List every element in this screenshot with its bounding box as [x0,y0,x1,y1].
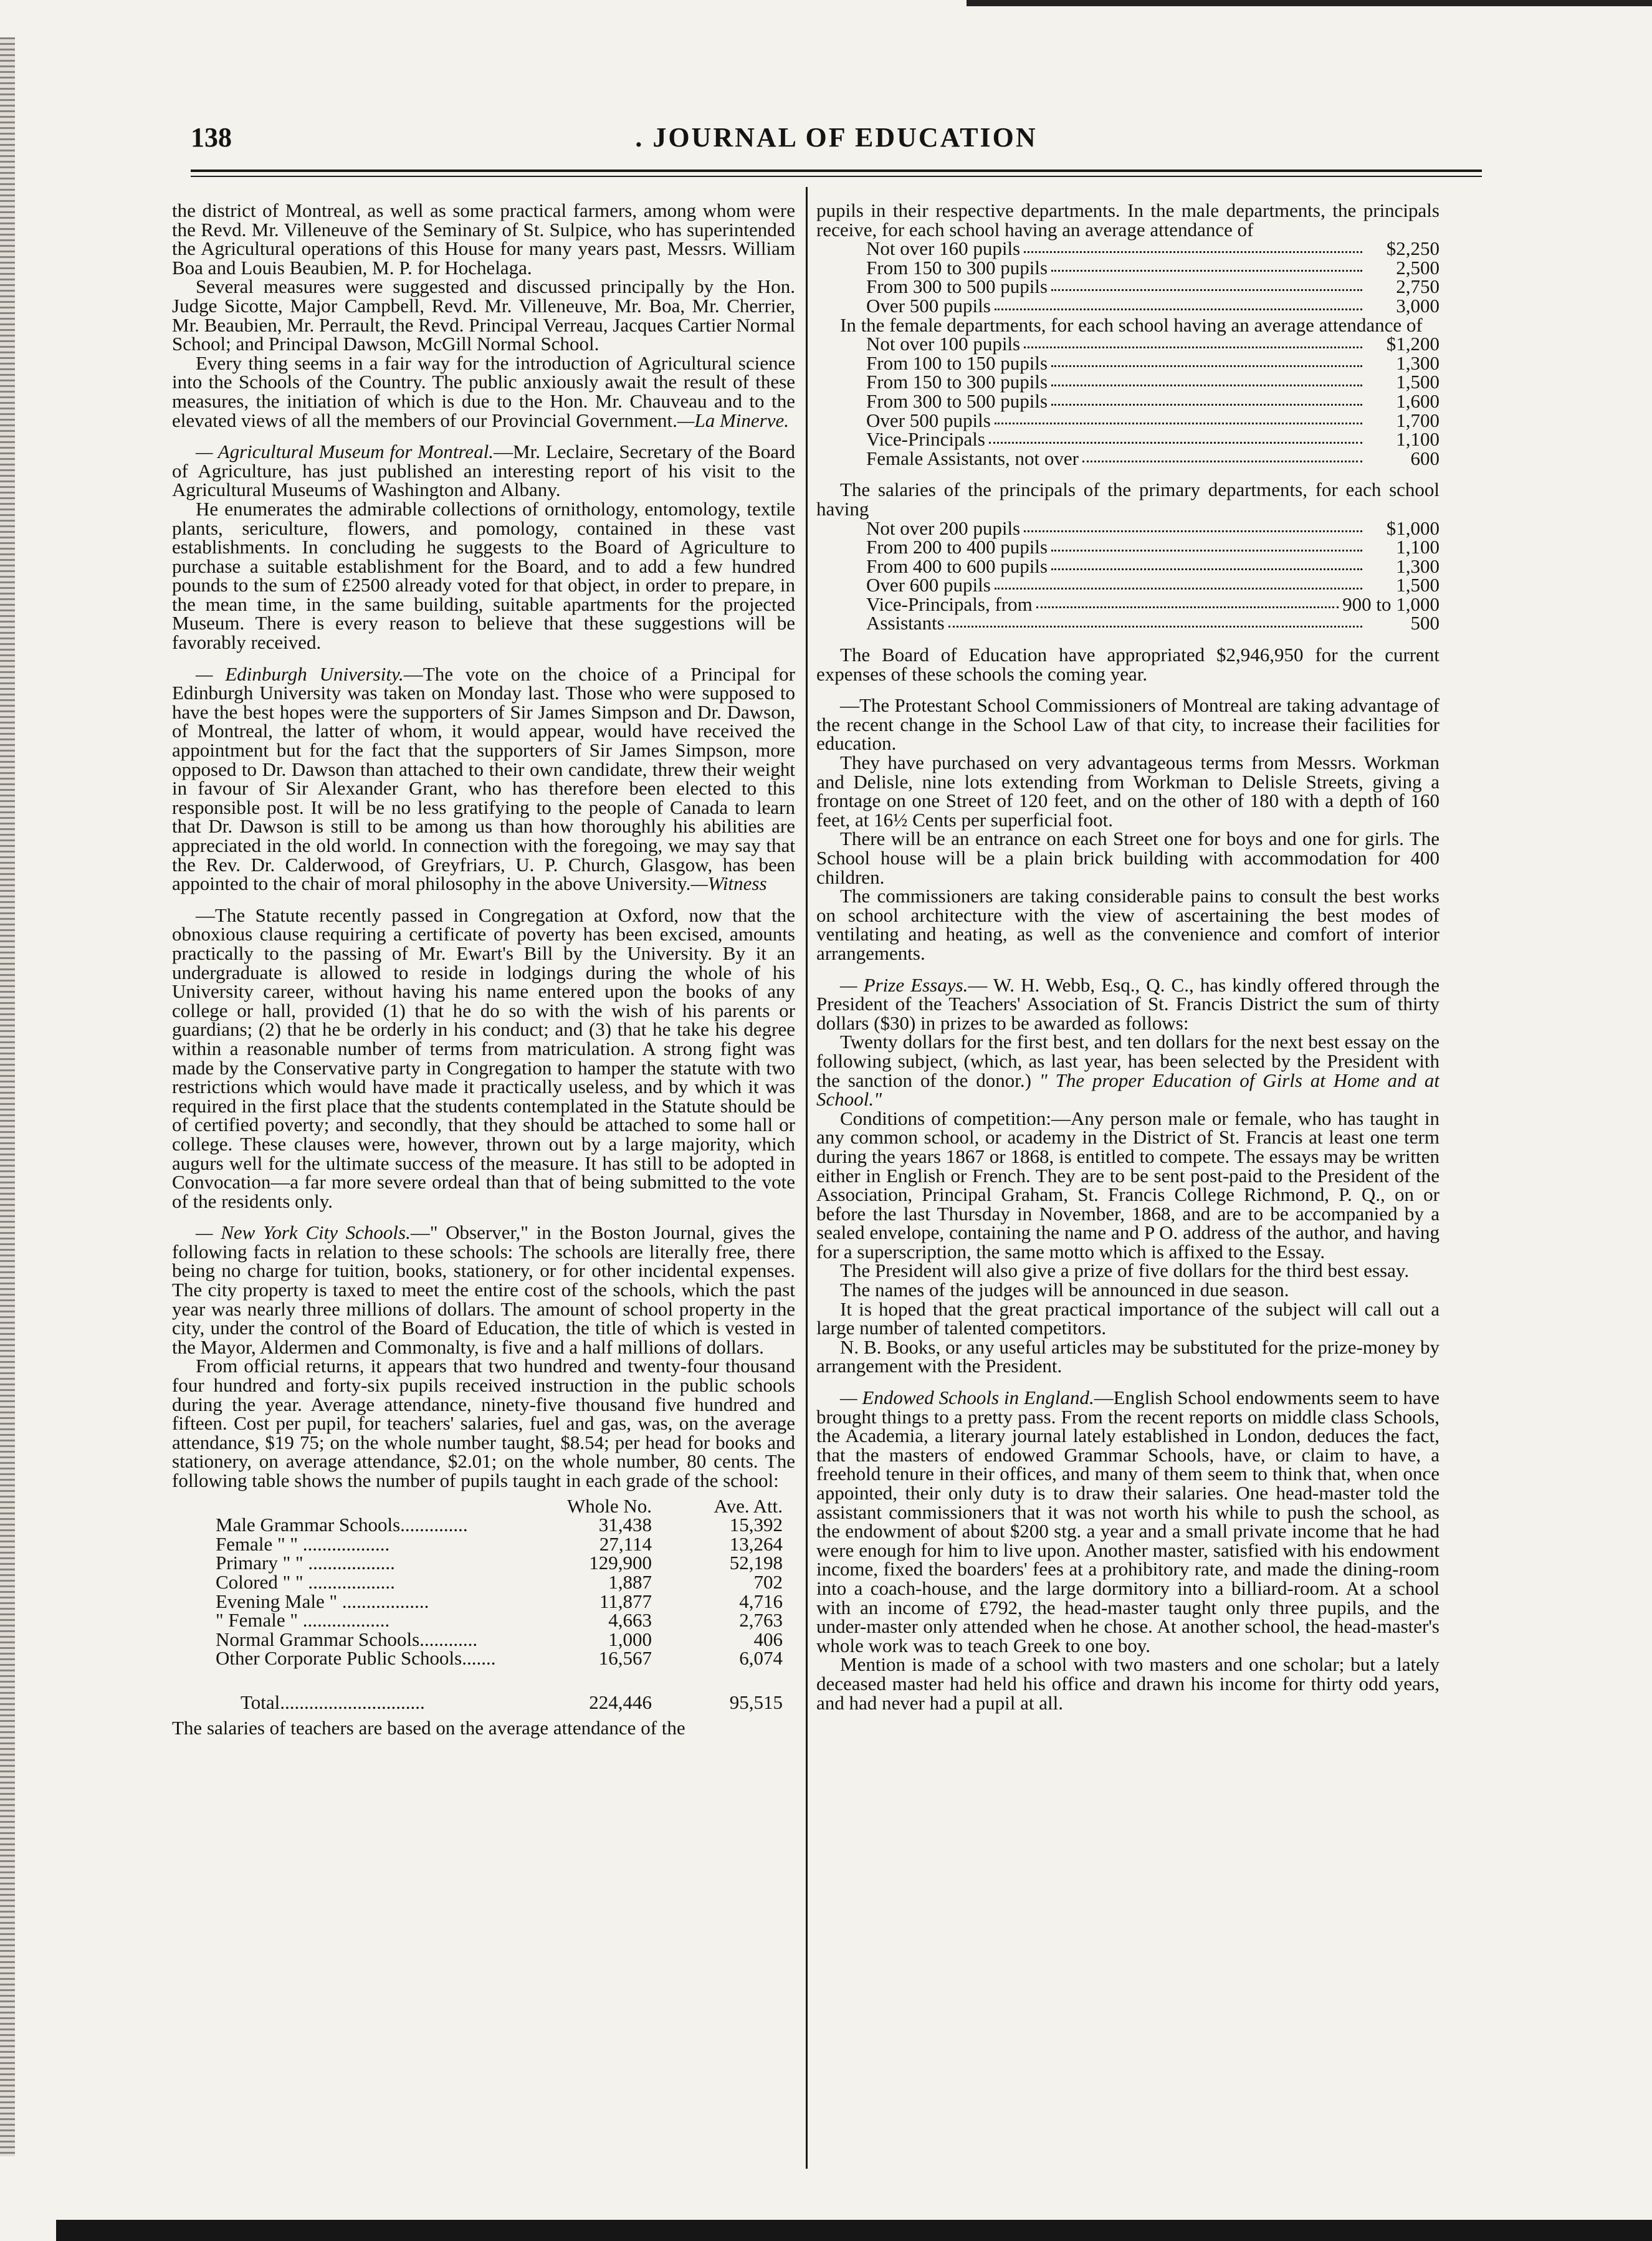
leader-dots [989,430,1362,444]
fee-value: 1,100 [1396,428,1440,451]
paragraph: The salaries of the principals of the primary departments, for each school having [816,479,1440,520]
table-cell: Normal Grammar Schools............ [216,1628,478,1650]
article-text: — W. H. Webb, Esq., Q. C., has kindly offered through the President of the Teachers' Association of St. Francis District the sum of thirty dollars ($30) in prizes to be awarded as follows: [816,973,1440,1034]
table-cell: Male Grammar Schools.............. [216,1514,468,1536]
fee-label: From 300 to 500 pupils [866,389,1048,412]
leader-dots [1036,595,1339,609]
table-cell: 15,392 [729,1514,783,1536]
fee-label: From 400 to 600 pupils [866,555,1048,577]
fee-value: 3,000 [1396,294,1440,317]
table-row [216,1554,783,1573]
fee-value: 1,600 [1396,389,1440,412]
fee-value: 1,100 [1396,536,1440,558]
table-total-row [216,1668,783,1713]
table-header-row [216,1497,783,1516]
fee-row [866,449,1440,469]
article-text: —" Observer," in the Boston Journal, gives the following facts in relation to these schools: The schools are literally free, there being no charge for tuition, books, stationery, or for other incidental expenses. The city property is taxed to meet the entire cost of the schools, which the past year was nearly three millions of dollars. The amount of school property in the city, under the control of the Board of Education, the title of which is vested in the Mayor, Aldermen and Commonalty, is five and a half millions of dollars. [172,1221,795,1358]
fee-value: 2,500 [1396,256,1440,279]
table-cell: 2,763 [739,1609,783,1632]
fee-label: Vice-Principals, from [866,593,1033,615]
paragraph: The Board of Education have appropriated $2,946,950 for the current expenses of these schools the coming year. [816,644,1440,685]
table-cell: 52,198 [729,1552,783,1574]
leader-dots [1051,277,1362,291]
fee-label: Over 500 pupils [866,294,991,317]
paragraph [172,351,795,431]
table-cell: Evening Male " .................. [216,1590,429,1612]
right-column [816,201,1440,2196]
fee-value: 1,500 [1396,371,1440,393]
fee-row [866,351,1440,374]
fee-label: From 300 to 500 pupils [866,275,1048,298]
fee-label: Assistants [866,612,945,634]
paragraph-text: Every thing seems in a fair way for the introduction of Agricultural science into the Schools of the Country. The public anxiously await the result of these measures, the initiation of which is due to the Hon. Mr. Chauveau and to the elevated views of all the members of our Provincial Government. [172,351,795,431]
source-credit: —La Minerve. [677,409,790,431]
fee-row [866,519,1440,538]
table-cell: 13,264 [729,1532,783,1555]
leader-dots [1051,557,1362,571]
leader-dots [1051,354,1362,368]
pupils-table [216,1494,783,1713]
fee-list-primary [866,519,1440,634]
table-cell: 406 [753,1628,783,1650]
left-column [172,201,795,2196]
leader-dots [1051,538,1362,552]
leader-dots [995,297,1362,310]
fee-label: Female Assistants, not over [866,447,1079,469]
fee-label: Over 600 pupils [866,574,991,596]
paragraph: From official returns, it appears that two hundred and twenty-four thousand four hundred and forty-six pupils received instruction in the public schools during the year. Average attendance, ninety-five thousand five hundred and fifteen. Cost per pupil, for teachers' salaries, fuel and gas, was, on the average attendance, $19 75; on the whole number taught, $8.54; per head for books and stationery, on average attendance, $2.01; on the whole number, 80 cents. The following table shows the number of pupils taught in each grade of the school: [172,1355,795,1491]
table-cell: Total.............................. [241,1691,425,1713]
fee-list-male [866,239,1440,315]
leader-dots [1051,373,1362,386]
article-prize-essays [816,973,1440,1034]
binding-edge [0,37,15,2156]
paragraph: Mention is made of a school with two masters and one scholar; but a lately deceased master had held his office and drawn his income for thirty odd years, and had never had a pupil at all. [816,1653,1440,1714]
table-cell: 11,877 [599,1590,652,1612]
journal-title: . JOURNAL OF EDUCATION [635,122,1038,153]
leader-dots [1024,239,1362,253]
table-row [216,1516,783,1535]
fee-row [866,294,1440,317]
column-divider [806,187,808,2169]
table-cell: 27,114 [599,1532,652,1555]
article-oxford-statute: —The Statute recently passed in Congregation at Oxford, now that the obnoxious clause requiring a certificate of poverty has been excised, amounts practically to the passing of Mr. Ewart's Bill by the University. By it an undergraduate is allowed to reside in lodgings during the whole of his University career, without having his name entered upon the books of any college or hall, provided (1) that he do so with the wish of his parents or guardians; (2) that he be orderly in his conduct; and (3) that he take his degree within a reasonable number of terms from matriculation. A strong fight was made by the Conservative party in Congregation to hamper the statute with two restrictions which would have made it practically useless, and by which it was required in the first place that the students contemplated in the Statute should be of certified poverty; and secondly, that they should be attached to some hall or college. These clauses were, however, thrown out by a large majority, which augurs well for the ultimate success of the measure. It has still to be adopted in Convocation—a far more severe ordeal than that of being submitted to the vote of the residents only. [172,904,795,1212]
fee-label: Not over 160 pupils [866,237,1021,260]
leader-dots [1024,519,1362,533]
fee-row [866,373,1440,392]
paragraph: Conditions of competition:—Any person male or female, who has taught in any common school, or academy in the District of St. Francis at least one term during the years 1867 or 1868, is entitled to compete. The essays may be written either in English or French. They are to be sent post-paid to the President of the Association, Principal Graham, St. Francis College Richmond, P. Q., on or before the last Thursday in November, 1868, and are to be accompanied by a sealed envelope, containing the name and P O. address of the author, and having for a superscription, the same motto which is affixed to the Essay. [816,1107,1440,1263]
article-text: —English School endowments seem to have brought things to a pretty pass. From the recent reports on middle class Schools, the Academia, a literary journal lately established in London, deduces the fact, that the masters of endowed Grammar Schools, have, or claim to have, a freehold tenure in their offices, and many of them seem to think that, when once appointed, their only duty is to draw their salaries. One head-master told the assistant commissioners that it was not worth his while to push the school, as the endowment of about $200 stg. a year and a small private income that he had were enough for him to live upon. Another master, satisfied with his endowment income, fixed the boarders' fees at a prohibitory rate, and made the dining-room into a coach-house, and the large dormitory into a billiard-room. At a school with an income of £792, the head-master taught only three pupils, and the under-master only attended when he chose. At another school, the head-master's whole work was to teach Greek to one boy. [816,1387,1440,1656]
paragraph: They have purchased on very advantageous terms from Messrs. Workman and Delisle, nine lots extending from Workman to Delisle Streets, giving a frontage on one Street of 120 feet, and on the other of 180 with a depth of 160 feet, at 16½ Cents per superficial foot. [816,752,1440,831]
page-number: 138 [191,122,232,153]
paragraph: In the female departments, for each school having an average attendance of [840,313,1423,336]
article-heading: — Prize Essays. [840,973,968,996]
paragraph: He enumerates the admirable collections of ornithology, entomology, textile plants, sericulture, flowers, and pomology, contained in these vast establishments. In concluding he suggests to the Board of Agriculture to purchase a suitable establishment for the Board, and to add a few hundred pounds to the sum of £2500 already voted for that object, in order to prepare, in the mean time, in the same building, suitable apartments for the projected Museum. There is every reason to believe that these suggestions will be favorably received. [172,497,795,654]
fee-value: $1,200 [1386,333,1440,355]
fee-row [866,389,1440,412]
table-cell: 6,074 [739,1647,783,1670]
table-cell: Primary " " .................. [216,1552,395,1574]
fee-label: From 150 to 300 pupils [866,371,1048,393]
paragraph: The salaries of teachers are based on the average attendance of the [172,1716,685,1739]
article-heading: — Agricultural Museum for Montreal. [196,441,494,463]
fee-row [866,614,1440,633]
article-edinburgh-university [172,662,795,895]
article-text: —Mr. Leclaire, Secretary of the Board of Agriculture, has just published an interesting report of his visit to the Agricultural Museums of Washington and Albany. [172,441,795,501]
leader-dots [1051,392,1362,406]
article-protestant-commissioners: —The Protestant School Commissioners of Montreal are taking advantage of the recent change in the School Law of that city, to increase their facilities for education. [816,694,1440,755]
paragraph: There will be an entrance on each Street one for boys and one for girls. The School house will be a plain brick building with accommodation for 400 children. [816,828,1440,888]
fee-list-female [866,335,1440,468]
table-row [216,1592,783,1612]
table-cell: 1,887 [608,1570,652,1593]
table-cell: 129,900 [589,1552,652,1574]
fee-value: 1,300 [1396,351,1440,374]
fee-value: $2,250 [1386,237,1440,260]
table-header-cell: Whole No. [566,1494,652,1517]
fee-row [866,557,1440,576]
paragraph: The commissioners are taking considerable pains to consult the best works on school architecture with the view of ascertaining the best modes of ventilating and heating, as well as the convenience and comfort of interior arrangements. [816,885,1440,964]
paragraph: It is hoped that the great practical importance of the subject will call out a large number of talented competitors. [816,1297,1440,1339]
table-cell: 224,446 [589,1691,652,1713]
article-heading: — Endowed Schools in England. [840,1387,1094,1409]
bottom-edge-bar [56,2220,1652,2241]
table-cell: 702 [753,1570,783,1593]
paragraph: Several measures were suggested and discussed principally by the Hon. Judge Sicotte, Major Campbell, Revd. Mr. Villeneuve, Mr. Boa, Mr. Cherrier, Mr. Beaubien, Mr. Perrault, the Revd. Principal Verreau, Jacques Cartier Normal School; and Principal Dawson, McGill Normal School. [172,275,795,355]
fee-row [866,576,1440,595]
header-rule-top [191,170,1482,172]
paragraph: the district of Montreal, as well as some practical farmers, among whom were the Revd. Mr. Villeneuve of the Seminary of St. Sulpice, who has superintended the Agricultural operations of this House for many years past, Messrs. William Boa and Louis Beaubien, M. P. for Hochelaga. [172,201,795,279]
paragraph: pupils in their respective departments. In the male departments, the principals receive, for each school having an average attendance of [816,201,1440,241]
table-cell: 31,438 [598,1514,652,1536]
fee-value: $1,000 [1386,517,1440,539]
article-agricultural-museum [172,442,795,500]
table-row [216,1649,783,1668]
paragraph [816,1033,1440,1109]
table-row [216,1573,783,1592]
article-heading: — Edinburgh University. [196,662,404,685]
article-endowed-schools [816,1388,1440,1655]
fee-label: From 100 to 150 pupils [866,351,1048,374]
fee-row [866,239,1440,259]
leader-dots [1051,259,1362,272]
top-edge-line [967,0,1652,6]
leader-dots [948,614,1362,628]
table-header-cell: Ave. Att. [714,1494,783,1517]
essay-title: " The proper Education of Girls at Home and at School." [816,1069,1440,1111]
fee-row [866,256,1440,279]
table-row [216,1630,783,1650]
leader-dots [995,411,1362,425]
fee-value: 500 [1410,612,1440,634]
paragraph: The names of the judges will be announced in due season. [840,1279,1289,1301]
table-cell: 16,567 [598,1647,652,1670]
table-row [216,1611,783,1630]
table-cell: 1,000 [608,1628,652,1650]
fee-row [866,277,1440,297]
fee-row [866,411,1440,431]
article-new-york-schools [172,1223,795,1357]
table-cell: Other Corporate Public Schools....... [216,1647,496,1670]
fee-value: 1,700 [1396,409,1440,431]
fee-value: 900 to 1,000 [1342,593,1440,615]
fee-row [866,595,1440,614]
table-cell: 95,515 [729,1691,783,1713]
leader-dots [1024,335,1362,348]
header-rule-bottom [191,176,1482,177]
fee-label: From 200 to 400 pupils [866,536,1048,558]
article-text: —The vote on the choice of a Principal for Edinburgh University was taken on Monday last. Those who were supposed to have the best hopes were the supporters of Sir James Simpson and Dr. Dawson, of Montreal, the latter of whom, it would appear, would have received the appointment but for the fact that the supporters of Sir James Simpson, more opposed to Dr. Dawson than attached to their own candidate, threw their weight in favour of Sir Alexander Grant, who has therefore been elected to this responsible post. It will be no less gratifying to the people of Canada to learn that Dr. Dawson is still to be among us than how thoroughly his abilities are appreciated in the old world. In connection with the foregoing, we may say that the Rev. Dr. Calderwood, of Greyfriars, U. P. Church, Glasgow, has been appointed to the chair of moral philosophy in the above University. [172,662,795,895]
leader-dots [1082,449,1362,463]
table-cell: 4,663 [608,1609,652,1632]
fee-value: 1,300 [1396,555,1440,577]
fee-value: 600 [1410,447,1440,469]
paragraph: The President will also give a prize of five dollars for the third best essay. [840,1259,1410,1282]
paragraph-text: Twenty dollars for the first best, and ten dollars for the next best essay on the following subject, (which, as last year, has been selected by the President with the sanction of the donor.) [816,1031,1440,1091]
fee-row [866,335,1440,354]
table-cell: " Female " .................. [216,1609,390,1632]
table-cell: Colored " " .................. [216,1570,395,1593]
table-header-cell [216,1497,552,1516]
source-credit: —Witness [690,872,767,895]
table-row [216,1535,783,1554]
fee-value: 1,500 [1396,574,1440,596]
article-heading: — New York City Schools. [196,1221,411,1244]
paragraph: N. B. Books, or any useful articles may be substituted for the prize-money by arrangement with the President. [816,1336,1440,1377]
fee-label: From 150 to 300 pupils [866,256,1048,279]
table-cell: Female " " .................. [216,1532,390,1555]
page-header [191,122,1482,159]
fee-label: Not over 200 pupils [866,517,1021,539]
fee-row [866,538,1440,557]
fee-value: 2,750 [1396,275,1440,298]
fee-label: Vice-Principals [866,428,985,451]
fee-label: Not over 100 pupils [866,333,1021,355]
fee-label: Over 500 pupils [866,409,991,431]
table-cell: 4,716 [739,1590,783,1612]
leader-dots [995,576,1362,590]
fee-row [866,430,1440,449]
